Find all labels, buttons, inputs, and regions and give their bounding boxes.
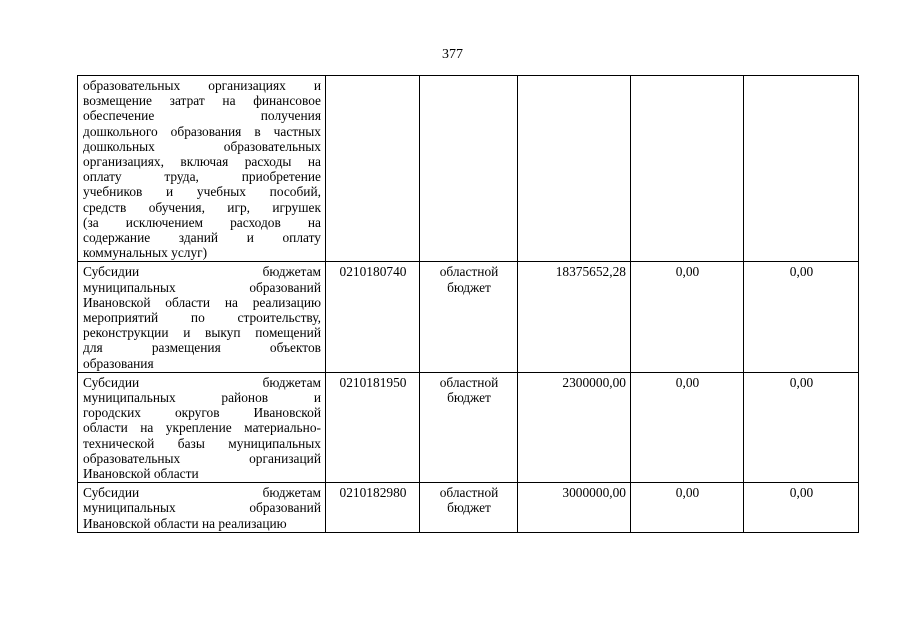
second-year-value: 0,00 [631, 483, 744, 533]
third-year-value [744, 76, 859, 262]
amount-value: 3000000,00 [518, 483, 631, 533]
description-line: учебников и учебных пособий, [83, 184, 321, 200]
description-line: Субсидии бюджетам [83, 485, 321, 501]
budget-code: 0210181950 [326, 372, 420, 482]
description-line: дошкольных образовательных [83, 138, 321, 154]
description-line: технической базы муниципальных [83, 435, 321, 451]
description-line: муниципальных образований [83, 279, 321, 295]
funding-source: областной бюджет [420, 372, 518, 482]
description-line: Субсидии бюджетам [83, 374, 321, 390]
description-line: возмещение затрат на финансовое [83, 93, 321, 109]
amount-value: 18375652,28 [518, 262, 631, 372]
table-row [78, 372, 859, 482]
funding-source: областной бюджет [420, 483, 518, 533]
description-line: образования [83, 355, 154, 371]
third-year-value: 0,00 [744, 262, 859, 372]
budget-table [77, 75, 859, 533]
description-line: (за исключением расходов на [83, 214, 321, 230]
description-line: муниципальных районов и [83, 390, 321, 406]
table-row [78, 483, 859, 533]
row-description [78, 262, 326, 372]
third-year-value: 0,00 [744, 372, 859, 482]
budget-code [326, 76, 420, 262]
row-description [78, 483, 326, 533]
third-year-value: 0,00 [744, 483, 859, 533]
table-row [78, 262, 859, 372]
second-year-value [631, 76, 744, 262]
page-number: 377 [442, 47, 463, 62]
description-line: для размещения объектов [83, 340, 321, 356]
row-description [78, 372, 326, 482]
description-line: Субсидии бюджетам [83, 264, 321, 280]
description-line: Ивановской области [83, 466, 199, 482]
budget-code: 0210182980 [326, 483, 420, 533]
second-year-value: 0,00 [631, 372, 744, 482]
description-line: оплату труда, приобретение [83, 169, 321, 185]
amount-value: 2300000,00 [518, 372, 631, 482]
funding-source [420, 76, 518, 262]
amount-value [518, 76, 631, 262]
row-description [78, 76, 326, 262]
description-line: Ивановской области на реализацию [83, 294, 321, 310]
description-line: средств обучения, игр, игрушек [83, 199, 321, 215]
description-line: городских округов Ивановской [83, 405, 321, 421]
description-line: области на укрепление материально- [83, 420, 321, 436]
budget-table-body [78, 76, 859, 533]
budget-code: 0210180740 [326, 262, 420, 372]
description-line: муниципальных образований [83, 500, 321, 516]
table-row [78, 76, 859, 262]
description-line: дошкольного образования в частных [83, 123, 321, 139]
funding-source: областной бюджет [420, 262, 518, 372]
description-line: содержание зданий и оплату [83, 230, 321, 246]
description-line: реконструкции и выкуп помещений [83, 325, 321, 341]
description-line: Ивановской области на реализацию [83, 515, 287, 531]
description-line: коммунальных услуг) [83, 245, 208, 261]
second-year-value: 0,00 [631, 262, 744, 372]
description-line: организациях, включая расходы на [83, 154, 321, 170]
description-line: образовательных организациях и [83, 78, 321, 93]
description-line: мероприятий по строительству, [83, 310, 321, 326]
description-line: образовательных организаций [83, 450, 321, 466]
description-line: обеспечение получения [83, 108, 321, 124]
